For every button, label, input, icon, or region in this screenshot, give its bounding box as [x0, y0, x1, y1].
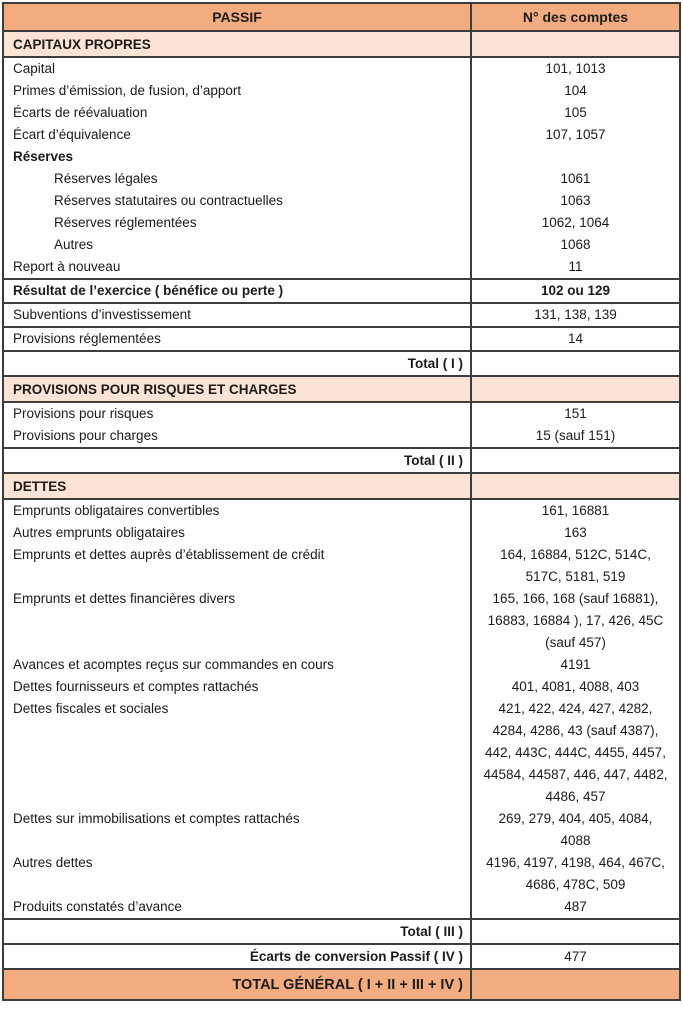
row-label: Dettes sur immobilisations et comptes rattachés: [4, 808, 472, 852]
table-row: [4, 256, 679, 278]
row-label: Dettes fournisseurs et comptes rattachés: [4, 676, 472, 698]
row-label: Réserves réglementées: [4, 212, 472, 234]
row-label: Subventions d’investissement: [4, 304, 472, 326]
row-label: Autres: [4, 234, 472, 256]
section-title: CAPITAUX PROPRES: [4, 32, 472, 56]
table-row: [4, 676, 679, 698]
row-value: 104: [564, 83, 587, 98]
row-label: Report à nouveau: [4, 256, 472, 278]
row-value: 151: [564, 406, 587, 421]
row-value: 1061: [560, 171, 591, 186]
row-label: Autres emprunts obligataires: [4, 522, 472, 544]
table-row: [4, 102, 679, 124]
row-label: Autres dettes: [4, 852, 472, 896]
row-value: 1063: [560, 193, 591, 208]
grand-total-label: TOTAL GÉNÉRAL ( I + II + III + IV ): [4, 970, 472, 999]
table-row: [4, 425, 679, 447]
table-row: [4, 190, 679, 212]
row-value: 101, 1013: [545, 61, 606, 76]
row-value: 4196, 4197, 4198, 464, 467C, 4686, 478C, 509: [486, 855, 665, 892]
total-row: [4, 943, 679, 968]
row-value: 102 ou 129: [540, 283, 611, 298]
table-body: [4, 30, 679, 999]
row-value: 105: [564, 105, 587, 120]
row-label: Capital: [4, 58, 472, 80]
table-header-row: [4, 4, 679, 30]
section-title: PROVISIONS POUR RISQUES ET CHARGES: [4, 377, 472, 401]
table-row: [4, 544, 679, 588]
row-label: Réserves statutaires ou contractuelles: [4, 190, 472, 212]
total-label: Total ( I ): [4, 352, 472, 375]
table-row: [4, 304, 679, 326]
total-label: Total ( III ): [4, 920, 472, 943]
row-label: Écart d’équivalence: [4, 124, 472, 146]
row-label: Provisions réglementées: [4, 328, 472, 350]
table-row: [4, 522, 679, 544]
row-label: Provisions pour charges: [4, 425, 472, 447]
table-row: [4, 146, 679, 168]
section-row: [4, 472, 679, 498]
row-label: Provisions pour risques: [4, 403, 472, 425]
section-empty-cell: [472, 32, 679, 56]
row-label: Emprunts obligataires convertibles: [4, 500, 472, 522]
table-row: [4, 588, 679, 654]
grand-total-row: [4, 968, 679, 999]
row-value: 14: [567, 331, 584, 346]
table-row: [4, 168, 679, 190]
row-value: 269, 279, 404, 405, 4084, 4088: [498, 811, 653, 848]
section-empty-cell: [472, 474, 679, 498]
row-label: Primes d’émission, de fusion, d’apport: [4, 80, 472, 102]
table-row: [4, 698, 679, 808]
section-row: [4, 375, 679, 401]
row-value: 107, 1057: [545, 127, 606, 142]
column-header-passif: PASSIF: [4, 4, 472, 30]
row-label: Emprunts et dettes auprès d’établissement de crédit: [4, 544, 472, 588]
row-value: 401, 4081, 4088, 403: [511, 679, 640, 694]
total-label: Total ( II ): [4, 449, 472, 472]
row-label: Écarts de réévaluation: [4, 102, 472, 124]
row-value: 164, 16884, 512C, 514C, 517C, 5181, 519: [500, 547, 651, 584]
row-label: Résultat de l’exercice ( bénéfice ou perte ): [4, 280, 472, 302]
column-header-account-numbers: N° des comptes: [522, 9, 629, 25]
total-row: [4, 918, 679, 943]
row-value: 165, 166, 168 (sauf 16881), 16883, 16884 ), 17, 426, 45C (sauf 457): [487, 591, 664, 650]
section-row: [4, 30, 679, 56]
row-value: [472, 146, 679, 168]
row-value: 131, 138, 139: [534, 307, 617, 322]
row-value: 1068: [560, 237, 591, 252]
passif-table: [2, 2, 681, 1001]
items-block: [4, 302, 679, 326]
row-label: Dettes fiscales et sociales: [4, 698, 472, 808]
table-row: [4, 80, 679, 102]
grand-total-empty-cell: [472, 970, 679, 999]
total-row: [4, 350, 679, 375]
total-row: [4, 447, 679, 472]
table-row: [4, 234, 679, 256]
row-label: Réserves légales: [4, 168, 472, 190]
row-value: 487: [564, 899, 587, 914]
items-block: [4, 401, 679, 447]
section-title: DETTES: [4, 474, 472, 498]
row-value: 421, 422, 424, 427, 4282, 4284, 4286, 43 (sauf 4387), 442, 443C, 444C, 4455, 4457, 44584, 44587, 446, 447, 4482, 4486, 457: [483, 701, 668, 804]
table-row: [4, 280, 679, 302]
table-row: [4, 328, 679, 350]
total-value: 477: [564, 949, 587, 964]
total-value: [472, 449, 679, 472]
row-value: 163: [564, 525, 587, 540]
row-label: Réserves: [4, 146, 472, 168]
row-label: Produits constatés d’avance: [4, 896, 472, 918]
table-row: [4, 124, 679, 146]
table-row: [4, 808, 679, 852]
items-block: [4, 278, 679, 302]
items-block: [4, 498, 679, 918]
table-row: [4, 58, 679, 80]
row-value: 11: [568, 259, 583, 274]
total-value: [472, 352, 679, 375]
row-value: 4191: [560, 657, 591, 672]
row-value: 15 (sauf 151): [535, 428, 616, 443]
items-block: [4, 56, 679, 278]
section-empty-cell: [472, 377, 679, 401]
table-row: [4, 212, 679, 234]
row-label: Emprunts et dettes financières divers: [4, 588, 472, 654]
row-value: 161, 16881: [541, 503, 610, 518]
row-value: 1062, 1064: [541, 215, 610, 230]
total-label: Écarts de conversion Passif ( IV ): [4, 945, 472, 968]
row-label: Avances et acomptes reçus sur commandes en cours: [4, 654, 472, 676]
table-row: [4, 500, 679, 522]
table-row: [4, 896, 679, 918]
total-value: [472, 920, 679, 943]
table-row: [4, 403, 679, 425]
table-row: [4, 654, 679, 676]
items-block: [4, 326, 679, 350]
table-row: [4, 852, 679, 896]
